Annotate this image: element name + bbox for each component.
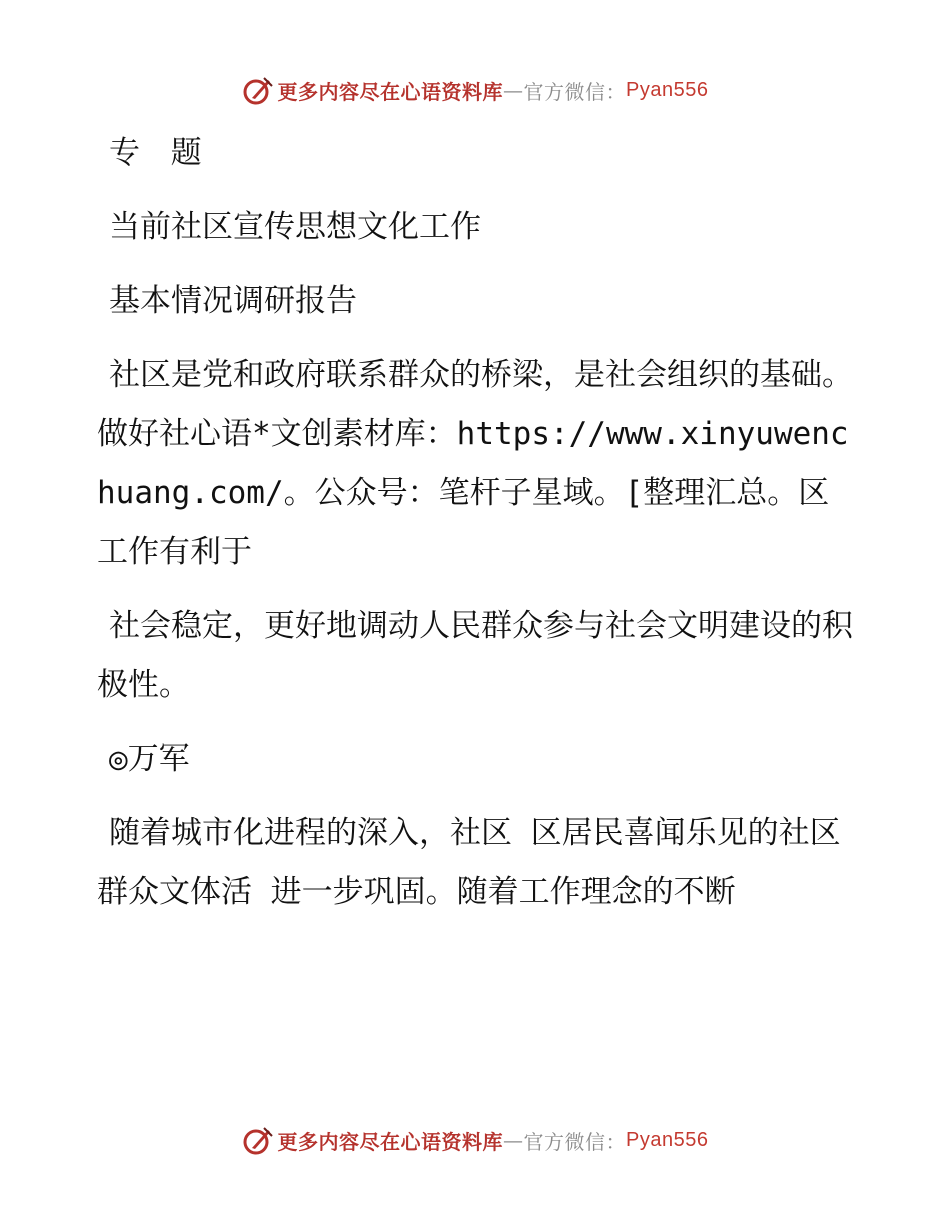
header-banner [0,70,950,110]
banner-wechat-label: 官方微信： [523,79,627,104]
document-body [97,124,857,937]
paragraph-3: 随着城市化进程的深入，社区 区居民喜闻乐见的社区群众文体活 进一步巩固。随着工作理念的不断 [97,815,841,910]
heading-label: 专 题 [109,135,208,171]
footer-wechat-id: Pyan556 [626,1128,709,1151]
title-line-2: 基本情况调研报告 [109,283,357,319]
paragraph-1: 社区是党和政府联系群众的桥梁，是社会组织的基础。做好社心语*文创素材库：https://www.xinyuwenchuang.com/。公众号：笔杆子星域。[整理汇总。区工作有利于 [97,357,853,570]
title-line-1: 当前社区宣传思想文化工作 [109,209,481,245]
footer-wechat-label: 官方微信： [523,1129,627,1154]
footer-site-text: 更多内容尽在心语资料库 [277,1129,504,1154]
paragraph-2: 社会稳定，更好地调动人民群众参与社会文明建设的积极性。 [97,608,853,703]
footer-banner [0,1120,950,1160]
quill-pen-circle-icon [242,74,274,106]
banner-wechat-id: Pyan556 [626,78,709,101]
author-line: ◎万军 [109,741,190,777]
footer-dash: — [503,1128,524,1152]
quill-pen-circle-icon [242,1124,274,1156]
banner-site-text: 更多内容尽在心语资料库 [277,79,504,104]
banner-dash: — [503,78,524,102]
